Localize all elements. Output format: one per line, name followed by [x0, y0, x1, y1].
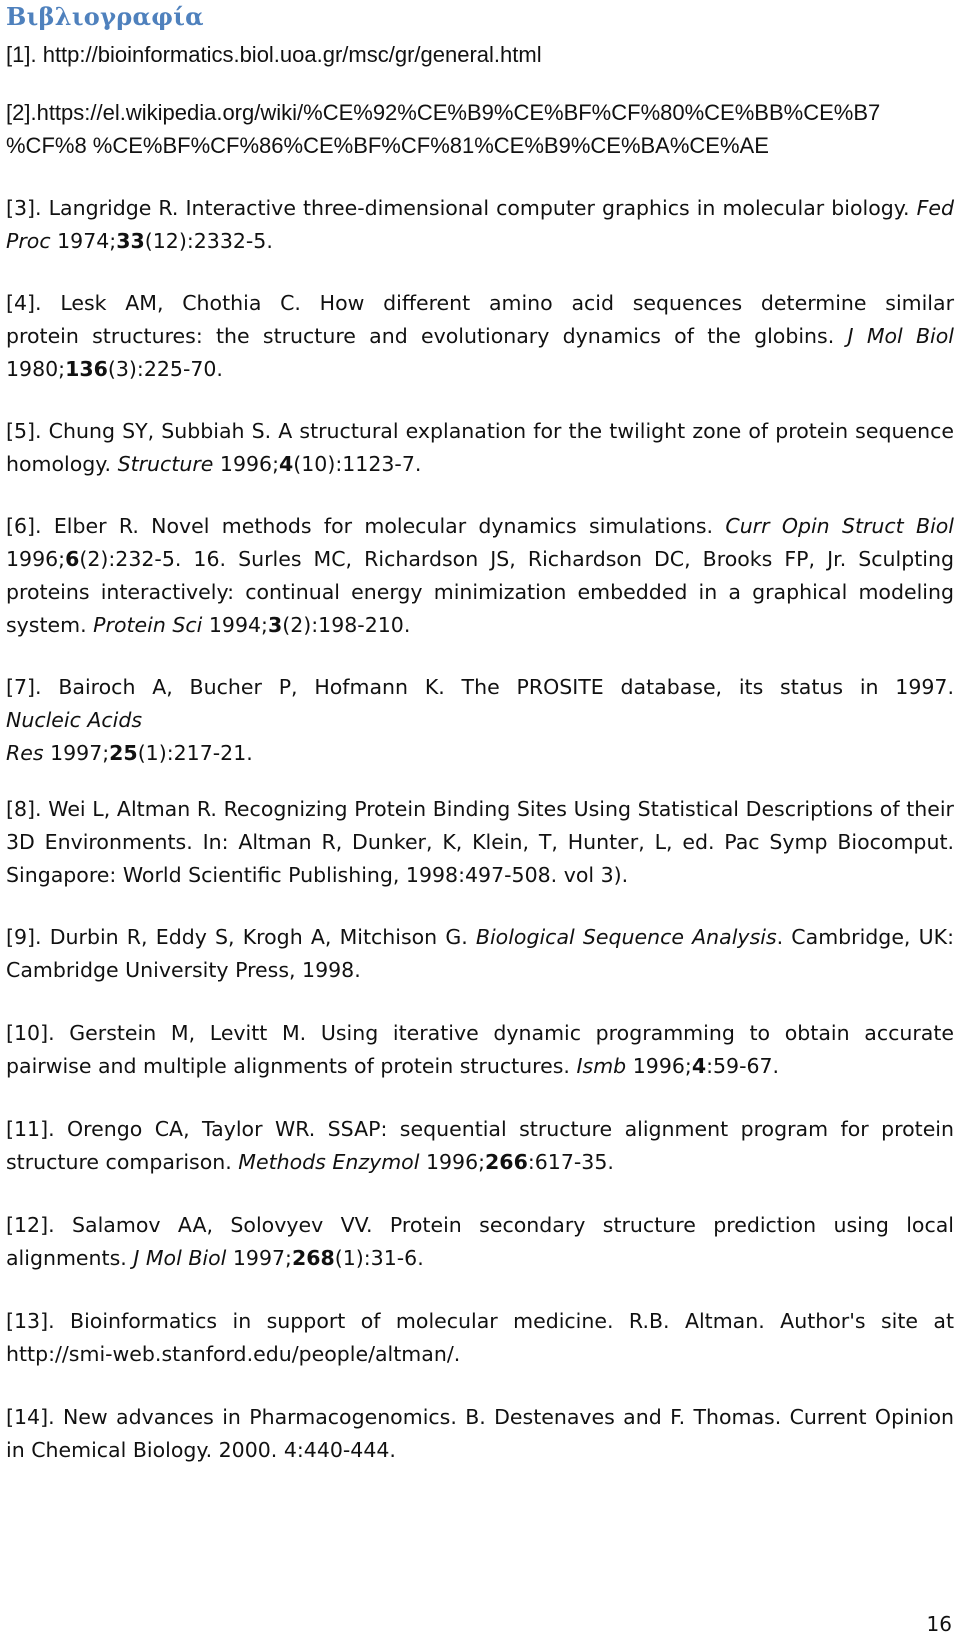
ref-journal: Methods Enzymol: [238, 1150, 420, 1174]
reference-8: [6, 793, 954, 892]
ref-journal: Ismb: [576, 1054, 627, 1078]
ref-label: [1].: [6, 42, 37, 67]
ref-pages: (3):225-70.: [107, 357, 223, 381]
ref-pages: (1):31-6.: [334, 1246, 424, 1270]
ref-year: 1996;: [219, 452, 279, 476]
reference-9: [6, 921, 954, 987]
reference-5: [6, 415, 954, 481]
ref-label: [3].: [6, 196, 42, 220]
reference-10: [6, 1017, 954, 1083]
reference-13: [6, 1305, 954, 1371]
ref-year: 1997;: [232, 1246, 292, 1270]
ref-volume: 136: [65, 357, 108, 381]
ref-label: [5].: [6, 419, 42, 443]
reference-4: [6, 287, 954, 386]
ref-volume: 6: [65, 547, 80, 571]
ref-book: Biological Sequence Analysis: [475, 925, 777, 949]
ref-text: Langridge R. Interactive three-dimensional computer graphics in molecular biology.: [48, 196, 910, 220]
ref-text: Chung SY, Subbiah S. A structural explanation for the twilight zone of protein sequence homology.: [6, 419, 954, 476]
ref-url-continued[interactable]: %CF%8 %CE%BF%CF%86%CE%BF%CF%81%CE%B9%CE%BA%CE%AE: [6, 133, 769, 158]
ref-text: Salamov AA, Solovyev VV. Protein secondary structure prediction using local alignments.: [6, 1213, 954, 1270]
ref-url[interactable]: http://bioinformatics.biol.uoa.gr/msc/gr/general.html: [42, 42, 542, 67]
ref-pages: :617-35.: [527, 1150, 614, 1174]
reference-14: [6, 1401, 954, 1467]
ref-label: [4].: [6, 291, 42, 315]
ref-text: Wei L, Altman R. Recognizing Protein Binding Sites Using Statistical Descriptions of their 3D Environments. In: Altman R, Dunker, K, Klein, T, Hunter, L, ed. Pac Symp Biocomput. Singapore: World Scientific Publishing, 1998:497-508. vol 3).: [6, 797, 954, 887]
ref-label: [11].: [6, 1117, 55, 1141]
reference-7: [6, 671, 954, 770]
ref-year: 1996;: [425, 1150, 486, 1174]
ref-text: Bairoch A, Bucher P, Hofmann K. The PROSITE database, its status in 1997.: [58, 675, 954, 699]
ref-journal: J Mol Biol: [133, 1246, 227, 1270]
ref-label: [7].: [6, 675, 42, 699]
ref-year: 1996;: [6, 547, 66, 571]
ref-label: [2].: [6, 100, 37, 125]
ref-label: [9].: [6, 925, 42, 949]
reference-3: [6, 192, 954, 258]
ref-journal: J Mol Biol: [847, 324, 954, 348]
ref-journal: Nucleic Acids: [6, 708, 143, 732]
ref-label: [14].: [6, 1405, 55, 1429]
ref-journal: Structure: [117, 452, 214, 476]
ref-text: Orengo CA, Taylor WR. SSAP: sequential structure alignment program for protein structure comparison.: [6, 1117, 954, 1174]
ref-label: [13].: [6, 1309, 55, 1333]
ref-label: [10].: [6, 1021, 55, 1045]
ref-pages: (12):2332-5.: [144, 229, 273, 253]
reference-11: [6, 1113, 954, 1179]
ref-text: Elber R. Novel methods for molecular dynamics simulations.: [53, 514, 714, 538]
ref-rest: . Cambridge, UK: Cambridge University Press, 1998.: [6, 925, 954, 982]
ref-volume: 268: [291, 1246, 335, 1270]
ref-text: Bioinformatics in support of molecular medicine. R.B. Altman. Author's site at http://smi-web.stanford.edu/people/altman/.: [6, 1309, 954, 1366]
ref-year: 1997;: [50, 741, 110, 765]
reference-12: [6, 1209, 954, 1275]
ref-journal: Curr Opin Struct Biol: [725, 514, 955, 538]
ref-text: New advances in Pharmacogenomics. B. Destenaves and F. Thomas. Current Opinion in Chemical Biology. 2000. 4:440-444.: [6, 1405, 954, 1462]
ref-pages-2: (2):198-210.: [282, 613, 411, 637]
ref-label: [6].: [6, 514, 42, 538]
ref-volume: 4: [691, 1054, 707, 1078]
reference-6: [6, 510, 954, 642]
ref-pages: (2):232-5. 16. Surles MC, Richardson JS, Richardson DC, Brooks FP, Jr. Sculpting proteins interactively: continual energy minimization embedded in a graphical modeling system.: [6, 547, 954, 637]
ref-text: Gerstein M, Levitt M. Using iterative dynamic programming to obtain accurate pairwise and multiple alignments of protein structures.: [6, 1021, 954, 1078]
ref-volume-2: 3: [267, 613, 283, 637]
bibliography-heading: Βιβλιογραφία: [6, 2, 204, 31]
ref-journal-2: Protein Sci: [93, 613, 203, 637]
ref-journal: Fed Proc: [6, 196, 954, 253]
ref-text: Lesk AM, Chothia C. How different amino acid sequences determine similar: [60, 291, 954, 315]
ref-label: [12].: [6, 1213, 55, 1237]
ref-text-continued: protein structures: the structure and evolutionary dynamics of the globins.: [6, 324, 835, 348]
ref-pages: :59-67.: [706, 1054, 780, 1078]
ref-volume: 25: [109, 741, 138, 765]
ref-label: [8].: [6, 797, 42, 821]
ref-year: 1974;: [57, 229, 117, 253]
ref-year: 1980;: [6, 357, 66, 381]
reference-2: [6, 96, 954, 162]
ref-journal-continued: Res: [6, 741, 44, 765]
ref-pages: (1):217-21.: [137, 741, 253, 765]
ref-year-2: 1994;: [208, 613, 268, 637]
ref-volume: 266: [485, 1150, 528, 1174]
reference-1: [6, 38, 954, 71]
page-number: 16: [926, 1612, 952, 1636]
ref-volume: 4: [279, 452, 294, 476]
ref-year: 1996;: [632, 1054, 692, 1078]
ref-text: Durbin R, Eddy S, Krogh A, Mitchison G.: [49, 925, 468, 949]
ref-volume: 33: [116, 229, 145, 253]
ref-url[interactable]: https://el.wikipedia.org/wiki/%CE%92%CE%B9%CE%BF%CF%80%CE%BB%CE%B7: [36, 100, 881, 125]
ref-pages: (10):1123-7.: [293, 452, 422, 476]
